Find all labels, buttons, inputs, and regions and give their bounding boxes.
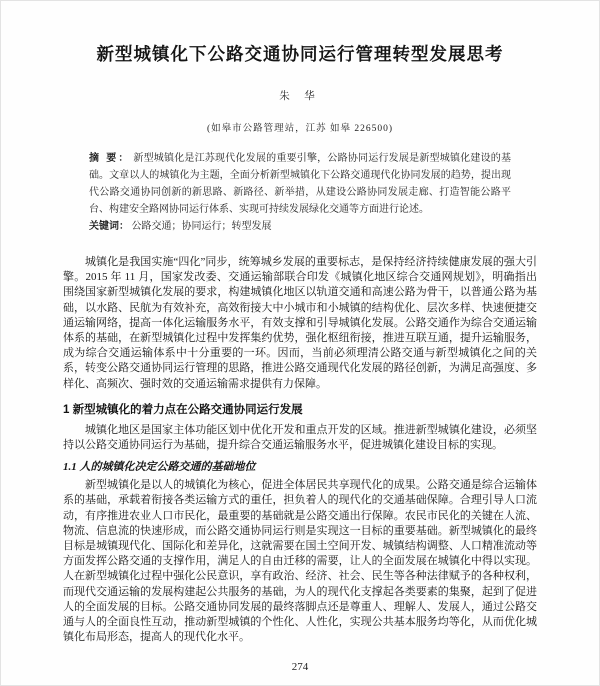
abstract-block (89, 150, 511, 218)
section-1-1-paragraph: 新型城镇化是以人的城镇化为核心，促进全体居民共享现代化的成果。公路交通是综合运输体系的基础，承载着衔接各类运输方式的重任，担负着人的现代化的交通基础保障。合理引导人口流动，有序推进农业人口市民化，最重要的基础就是公路交通出行保障。农民市民化的关键在人流、物流、信息流的快速形成，而公路交通协同运行则是实现这一目标的重要基础。新型城镇化的最终目标是城镇现代化、国际化和差异化，这就需要在国土空间开发、城镇结构调整、人口精准流动等方面发挥公路交通的支撑作用，满足人的自由迁移的需要，让人的全面发展在城镇化中得以实现。人在新型城镇化过程中强化公民意识，享有政治、经济、社会、民生等各种法律赋予的各种权利，而现代交通运输的发展构建起公共服务的基础，为人的现代化支撑起各类要素的集聚，起到了促进人的全面发展的目标。公路交通协同发展的最终落脚点还是尊重人、理解人、发展人，通过公路交通与人的全面良性互动，推动新型城镇的个性化、人性化，实现公共基本服务均等化，从而优化城镇化布局形态，提高人的现代化水平。 (63, 479, 537, 644)
abstract-text: 新型城镇化是江苏现代化发展的重要引擎，公路协同运行发展是新型城镇化建设的基础。文章以人的城镇化为主题，全面分析新型城镇化下公路交通现代化协同发展的趋势，提出现代公路交通协同创新的新思路、新路径、新举措，从建设公路协同发展走廊、打造智能公路平台、构建安全路网协同运行体系、实现可持续发展绿化交通等方面进行论述。 (89, 153, 512, 215)
section-1-paragraph: 城镇化地区是国家主体功能区划中优化开发和重点开发的区域。推进新型城镇化建设，必须坚持以公路交通协同运行为基础，提升综合交通运输服务水平，促进城镇化建设目标的实现。 (63, 423, 537, 452)
section-1-1-body (63, 478, 537, 645)
keywords-line (89, 218, 511, 235)
section-1-1-heading: 1.1 人的城镇化决定公路交通的基础地位 (63, 461, 256, 474)
keywords-label: 关键词： (89, 221, 129, 232)
keywords-text: 公路交通；协同运行；转型发展 (131, 221, 272, 232)
section-1-heading: 1 新型城镇化的着力点在公路交通协同运行发展 (63, 403, 303, 416)
intro-paragraph: 城镇化是我国实施“四化”同步，统筹城乡发展的重要标志，是保持经济持续健康发展的强大引擎。2015 年 11 月，国家发改委、交通运输部联合印发《城镇化地区综合交通网规划》，明确指出围绕国家新型城镇化发展的要求，构建城镇化地区以轨道交通和高速公路为骨干，以普通公路为基础，以水路、民航为有效补充，高效衔接大中小城市和小城镇的结构优化、层次多样、快速便捷交通运输网络，提高一体化运输服务水平，有效支撑和引导城镇化发展。公路交通作为综合交通运输体系的基础，在新型城镇化过程中发挥集约优势，强化枢纽衔接，推进互联互通，提升运输服务，成为综合交通运输体系中十分重要的一环。因而，当前必须理清公路交通与新型城镇化之间的关系，转变公路交通协同运行管理的思路，推进公路交通现代化发展的路径创新，为满足高强度、多样化、高频次、强时效的交通运输需求提供有力保障。 (63, 256, 537, 390)
paper-body (63, 255, 537, 392)
author-name: 朱 华 (279, 91, 321, 102)
author-affiliation: (如皋市公路管理站，江苏 如皋 226500) (206, 124, 394, 134)
section-1-body (63, 423, 537, 453)
paper-title: 新型城镇化下公路交通协同运行管理转型发展思考 (96, 44, 504, 64)
abstract-label: 摘 要： (89, 153, 131, 164)
page-number: 274 (291, 661, 309, 673)
